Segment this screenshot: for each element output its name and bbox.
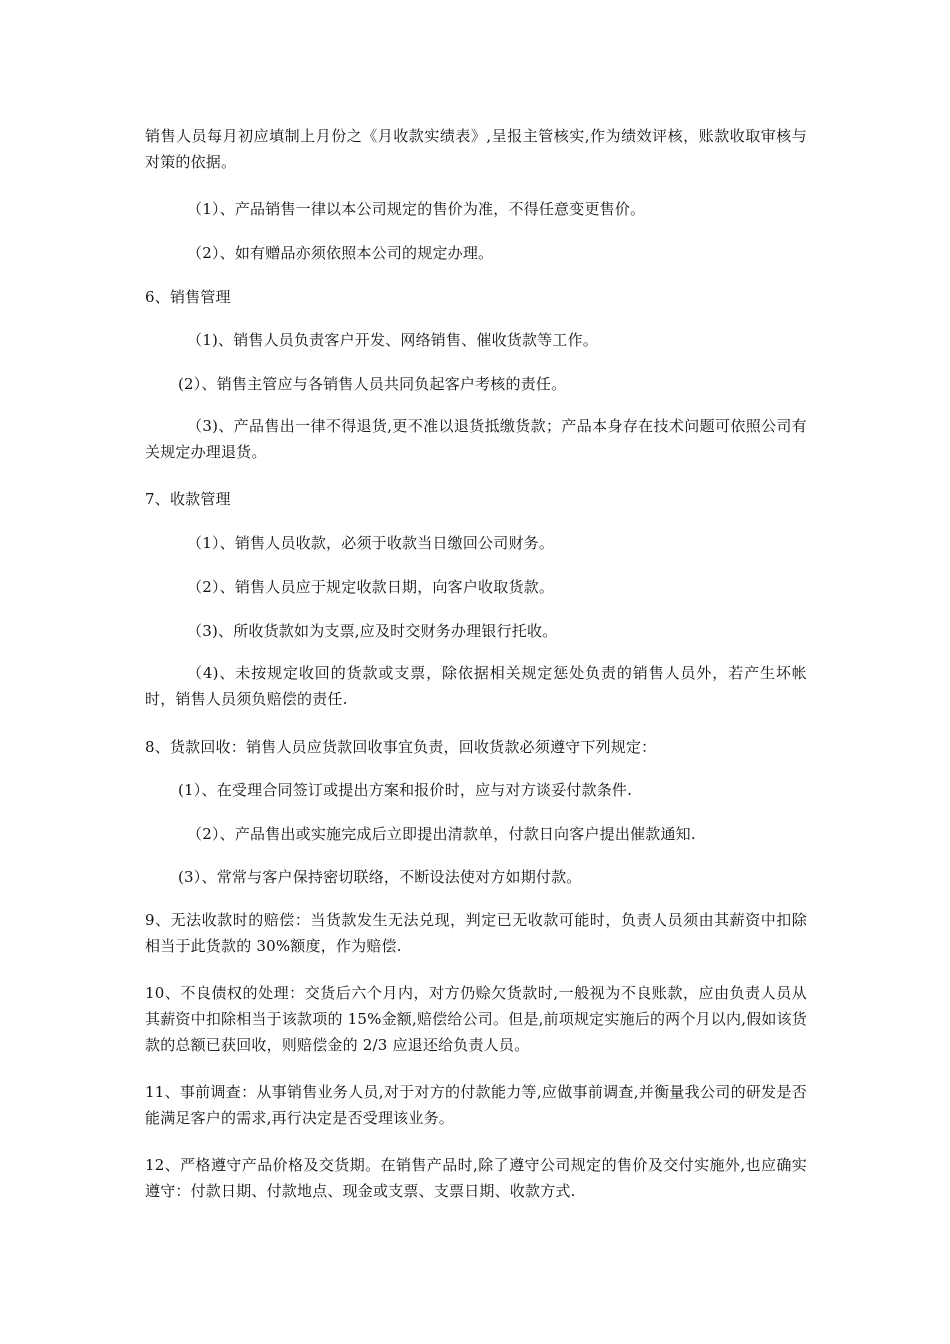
- paragraph-no-returns: （3)、产品售出一律不得退货,更不准以退货抵缴货款；产品本身存在技术问题可依照公司有关规定办理退货。: [145, 417, 807, 461]
- paragraph-cheque-handling: （3)、所收货款如为支票,应及时交财务办理银行托收。: [187, 622, 558, 640]
- paragraph-price-delivery-compliance: 12、严格遵守产品价格及交货期。在销售产品时,除了遵守公司规定的售价及交付实施外,也应确实遵守：付款日期、付款地点、现金或支票、支票日期、收款方式.: [145, 1156, 807, 1200]
- paragraph-clearance-notice: （2）、产品售出或实施完成后立即提出清款单，付款日向客户提出催款通知.: [187, 825, 696, 843]
- paragraph-same-day-deposit: （1）、销售人员收款，必须于收款当日缴回公司财务。: [187, 534, 555, 552]
- section-heading-collection-management: 7、收款管理: [145, 490, 231, 508]
- paragraph-sales-duties: （1)、销售人员负责客户开发、网络销售、催收货款等工作。: [187, 331, 598, 349]
- paragraph-price-rule: （1）、产品销售一律以本公司规定的售价为准，不得任意变更售价。: [187, 200, 646, 218]
- paragraph-payment-terms: (1）、在受理合同签订或提出方案和报价时，应与对方谈妥付款条件.: [178, 781, 633, 799]
- paragraph-bad-debt-handling: 10、不良债权的处理：交货后六个月内，对方仍赊欠货款时,一般视为不良账款，应由负责人员从其薪资中扣除相当于该款项的 15%金额,赔偿给公司。但是,前项规定实施后的两个月以内,假如该货款的总额已获回收，则赔偿金的 2/3 应退还给负责人员。: [145, 984, 807, 1054]
- paragraph-gift-rule: （2）、如有赠品亦须依照本公司的规定办理。: [187, 244, 494, 262]
- paragraph-keep-contact: (3）、常常与客户保持密切联络，不断设法使对方如期付款。: [178, 868, 582, 886]
- paragraph-monthly-report: 销售人员每月初应填制上月份之《月收款实绩表》,呈报主管核实,作为绩效评核，账款收取审核与对策的依据。: [145, 127, 807, 171]
- paragraph-collect-on-date: （2）、销售人员应于规定收款日期，向客户收取货款。: [187, 578, 555, 596]
- section-heading-sales-management: 6、销售管理: [145, 288, 231, 306]
- paragraph-bad-debt-liability: （4)、未按规定收回的货款或支票，除依据相关规定惩处负责的销售人员外，若产生坏帐时，销售人员须负赔偿的责任.: [145, 664, 807, 708]
- paragraph-supervisor-duty: (2）、销售主管应与各销售人员共同负起客户考核的责任。: [178, 375, 567, 393]
- paragraph-compensation: 9、无法收款时的赔偿：当货款发生无法兑现，判定已无收款可能时，负责人员须由其薪资中扣除相当于此货款的 30%额度，作为赔偿.: [145, 911, 807, 955]
- paragraph-prior-investigation: 11、事前调查：从事销售业务人员,对于对方的付款能力等,应做事前调查,并衡量我公司的研发是否能满足客户的需求,再行决定是否受理该业务。: [145, 1083, 807, 1127]
- section-heading-payment-recovery: 8、货款回收：销售人员应货款回收事宜负责，回收货款必须遵守下列规定：: [145, 738, 657, 756]
